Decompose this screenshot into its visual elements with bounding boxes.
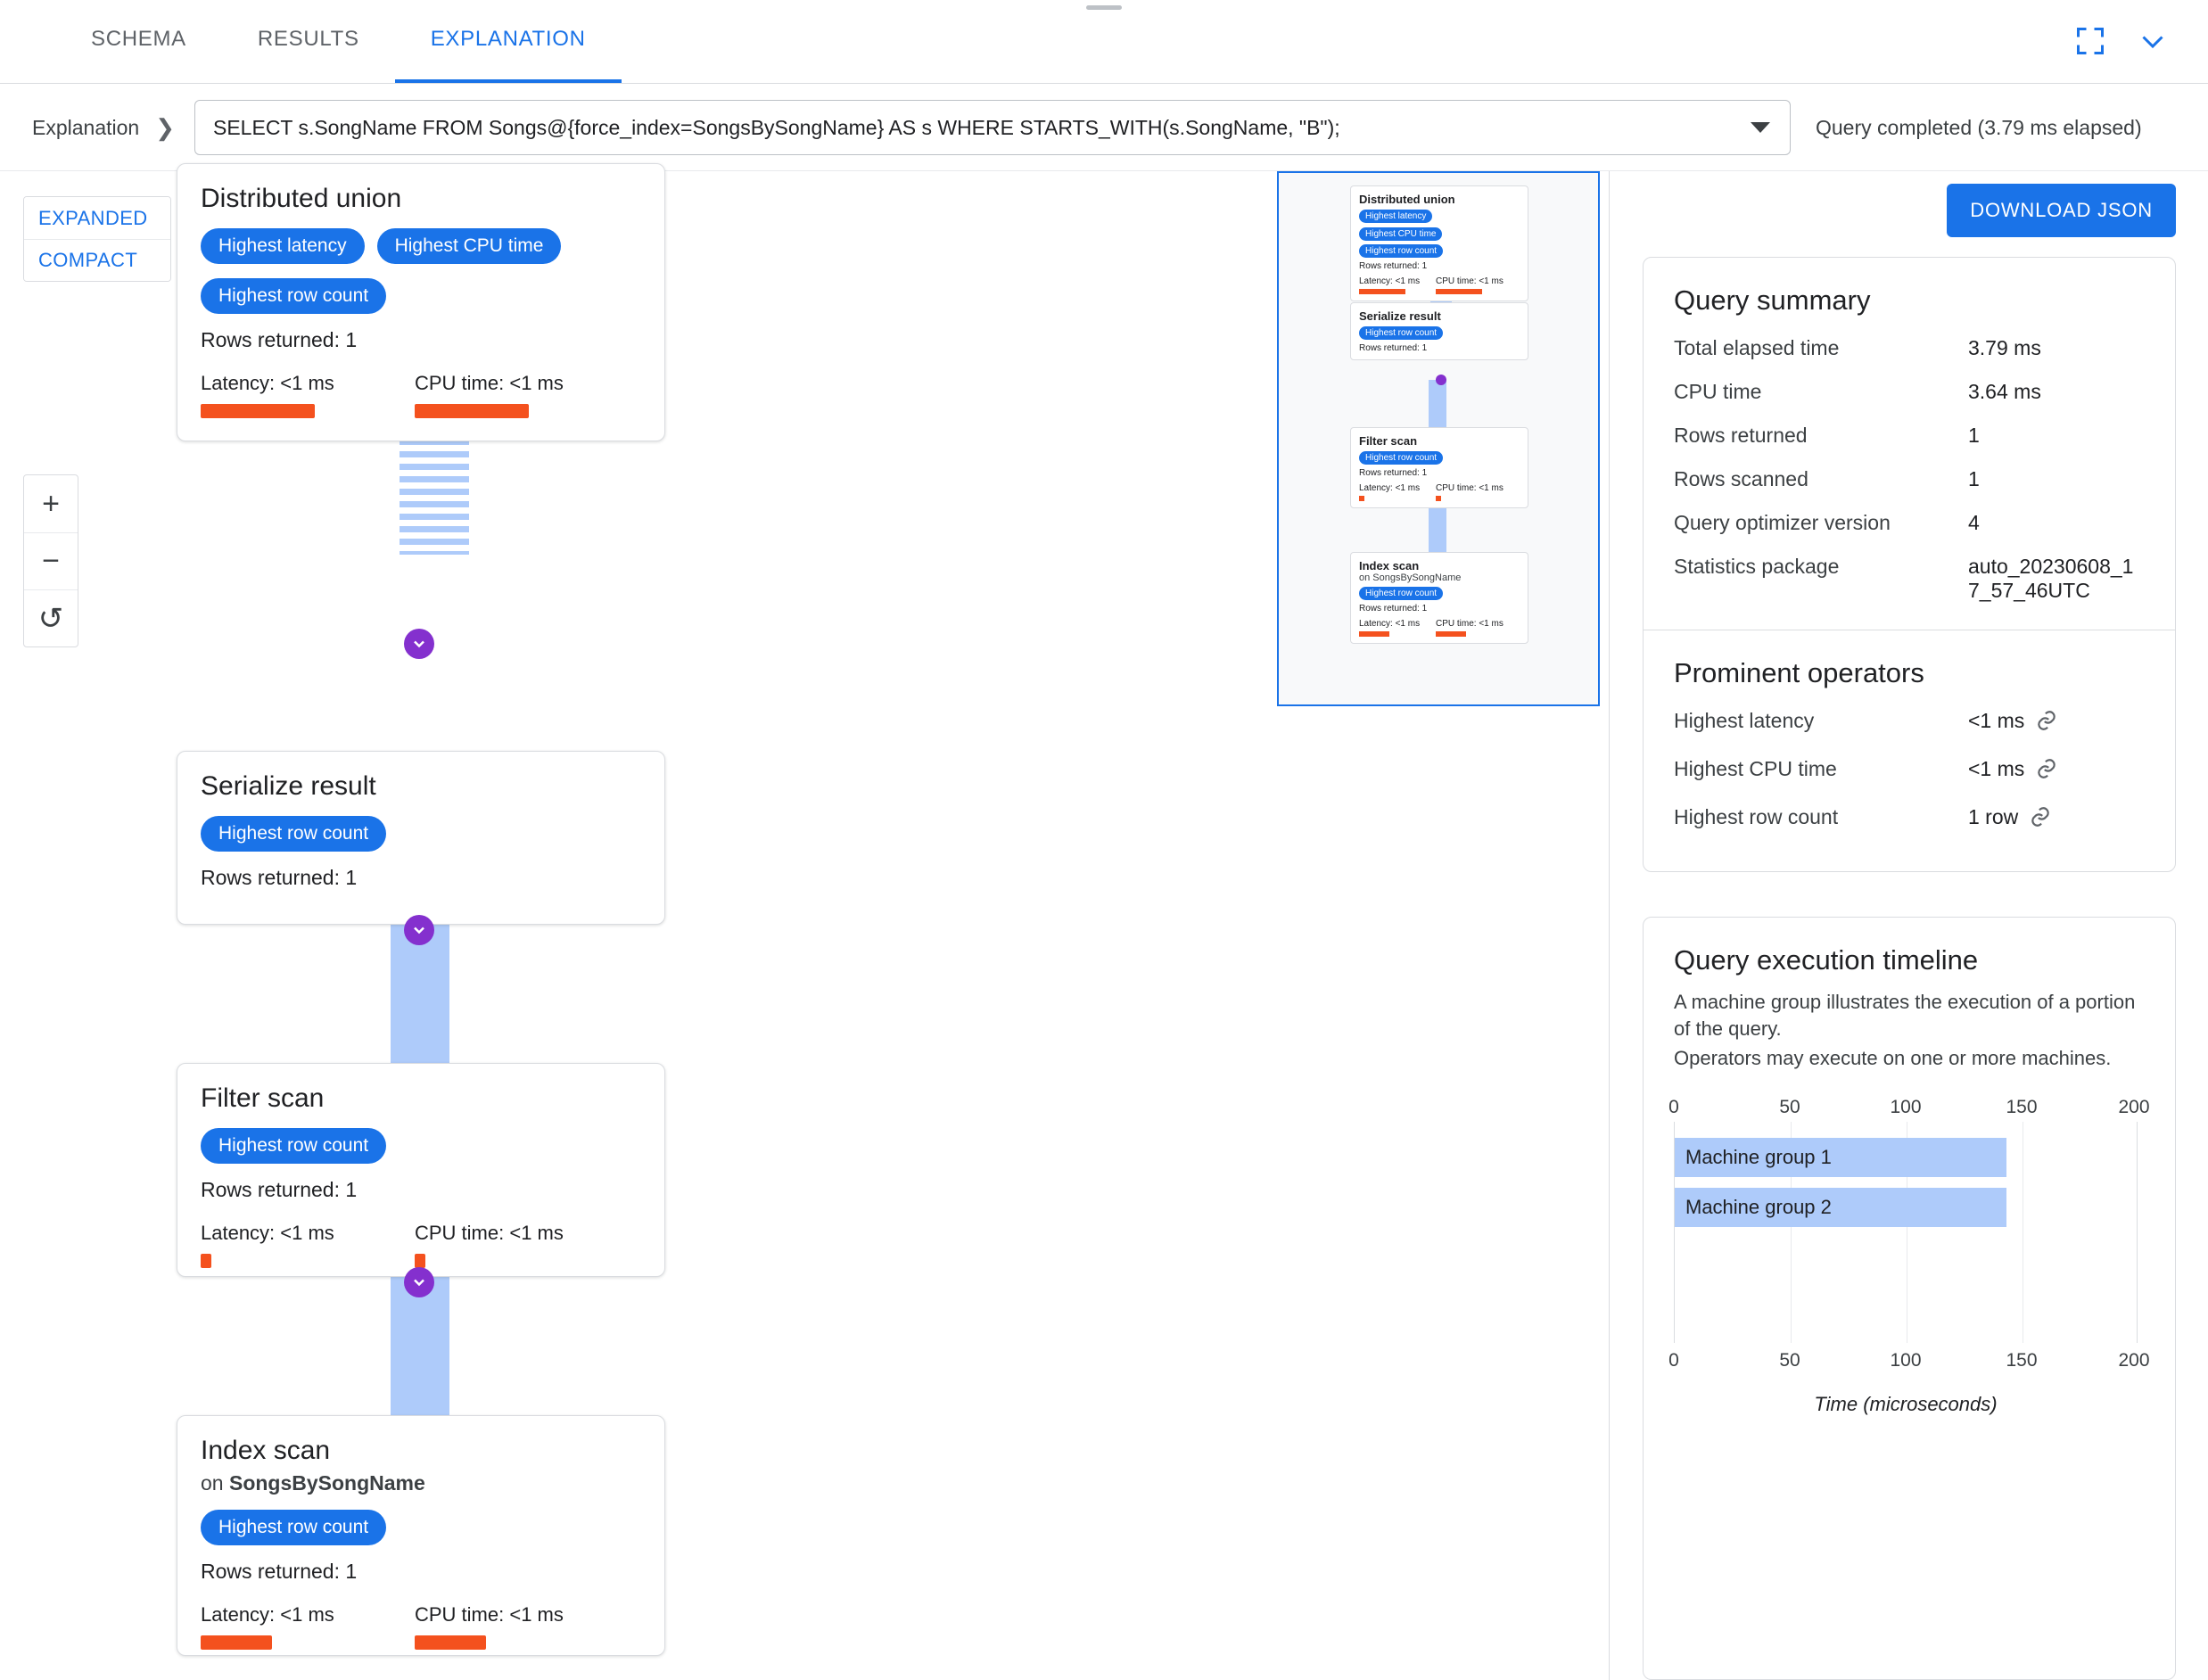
summary-key: Rows returned bbox=[1674, 424, 1808, 447]
summary-row-rows-returned bbox=[1674, 424, 2145, 448]
execution-graph-panel bbox=[0, 171, 1610, 1680]
minimap-node-title: Distributed union bbox=[1359, 193, 1455, 206]
timeline-section bbox=[1644, 918, 2175, 1416]
zoom-controls bbox=[23, 474, 78, 647]
graph-node-index-scan[interactable] bbox=[177, 1415, 665, 1656]
edge-distributed-union-to-serialize bbox=[400, 439, 469, 555]
node-title: Filter scan bbox=[201, 1083, 325, 1113]
node-metrics bbox=[201, 372, 641, 418]
operator-key: Highest CPU time bbox=[1674, 757, 1837, 780]
minimap-metric-latency-bar bbox=[1359, 289, 1405, 294]
minimap-node-rows: Rows returned: 1 bbox=[1359, 468, 1428, 478]
breadcrumb-label: Explanation bbox=[32, 115, 140, 139]
graph-minimap[interactable] bbox=[1277, 171, 1600, 706]
edge-serialize-to-filter-scan bbox=[391, 925, 449, 1085]
minimap-node-subtitle-value: SongsBySongName bbox=[1372, 572, 1462, 583]
chip-highest-row-count[interactable]: Highest row count bbox=[201, 1128, 386, 1164]
minimap-node-filter-scan bbox=[1350, 427, 1528, 508]
zoom-out-glyph: − bbox=[42, 544, 60, 578]
query-text: SELECT s.SongName FROM Songs@{force_index=SongsBySongName} AS s WHERE STARTS_WITH(s.SongName, "B"); bbox=[213, 115, 1340, 139]
reset-zoom-icon[interactable] bbox=[24, 589, 78, 646]
node-subtitle bbox=[201, 1471, 641, 1495]
minimap-metric-latency-label: Latency: <1 ms bbox=[1359, 619, 1421, 629]
details-panel bbox=[1611, 171, 2208, 1680]
minimap-metric-latency bbox=[1359, 276, 1436, 294]
minimap-metric-cpu-label: CPU time: <1 ms bbox=[1436, 483, 1504, 493]
minimap-node-metrics bbox=[1359, 483, 1520, 501]
tab-schema-label: SCHEMA bbox=[91, 27, 186, 51]
summary-value: 1 bbox=[1968, 424, 1980, 447]
tab-results[interactable] bbox=[222, 0, 395, 83]
node-metric-cpu-label: CPU time: <1 ms bbox=[415, 1222, 564, 1244]
minimap-node-serialize-result bbox=[1350, 302, 1528, 360]
node-chips-row2 bbox=[201, 278, 641, 314]
operator-value: <1 ms bbox=[1968, 757, 2025, 780]
node-chips bbox=[201, 1128, 641, 1164]
node-metric-cpu-bar bbox=[415, 404, 529, 418]
bar-label: Machine group 2 bbox=[1685, 1196, 1832, 1219]
timeline-description-2: Operators may execute on one or more machines. bbox=[1674, 1047, 2112, 1070]
tab-schema[interactable] bbox=[55, 0, 222, 83]
edge-filter-scan-to-index-scan bbox=[391, 1277, 449, 1437]
minimap-node-title: Index scan bbox=[1359, 559, 1420, 572]
minimap-edge-3 bbox=[1429, 503, 1446, 553]
minimap-metric-latency bbox=[1359, 483, 1436, 501]
node-metric-latency-bar bbox=[201, 1635, 272, 1650]
node-chips bbox=[201, 228, 641, 264]
node-metric-latency-label: Latency: <1 ms bbox=[201, 372, 334, 394]
operator-row-highest-cpu-time bbox=[1674, 757, 2145, 786]
xtick-bottom-150: 150 bbox=[2006, 1350, 2038, 1371]
xtick-top-100: 100 bbox=[1890, 1097, 1922, 1118]
summary-key: Total elapsed time bbox=[1674, 336, 1840, 359]
summary-row-statistics-package bbox=[1674, 555, 2145, 603]
breadcrumb bbox=[32, 114, 175, 142]
graph-node-filter-scan[interactable] bbox=[177, 1063, 665, 1277]
summary-key: CPU time bbox=[1674, 380, 1762, 403]
chart-x-axis-title: Time (microseconds) bbox=[1814, 1393, 1998, 1416]
node-chips bbox=[201, 1510, 641, 1545]
minimap-chip-cpu: Highest CPU time bbox=[1359, 227, 1442, 241]
node-metric-latency bbox=[201, 372, 415, 418]
link-icon[interactable] bbox=[2035, 709, 2058, 737]
edge-collapse-icon-1[interactable] bbox=[404, 629, 434, 659]
summary-value: auto_20230608_17_57_46UTC bbox=[1968, 555, 2134, 602]
summary-row-total-elapsed bbox=[1674, 336, 2145, 360]
xtick-top-50: 50 bbox=[1779, 1097, 1800, 1118]
minimap-metric-latency bbox=[1359, 619, 1436, 637]
minimap-node-chips bbox=[1359, 210, 1520, 241]
chip-highest-latency[interactable]: Highest latency bbox=[201, 228, 365, 264]
timeline-chart bbox=[1668, 1097, 2150, 1416]
minimap-metric-latency-label: Latency: <1 ms bbox=[1359, 483, 1421, 493]
minimap-node-subtitle bbox=[1359, 572, 1520, 583]
view-mode-expanded-label: EXPANDED bbox=[38, 206, 148, 229]
xtick-bottom-0: 0 bbox=[1668, 1350, 1679, 1371]
chevron-down-icon[interactable] bbox=[2133, 21, 2172, 61]
timeline-title: Query execution timeline bbox=[1674, 944, 1979, 976]
operator-row-highest-latency bbox=[1674, 709, 2145, 737]
node-chips bbox=[201, 816, 641, 852]
summary-row-cpu-time bbox=[1674, 380, 2145, 404]
xtick-top-0: 0 bbox=[1668, 1097, 1679, 1118]
chart-bar-row-2 bbox=[1675, 1188, 2006, 1227]
summary-row-rows-scanned bbox=[1674, 467, 2145, 491]
operator-key: Highest row count bbox=[1674, 805, 1839, 828]
xtick-bottom-50: 50 bbox=[1779, 1350, 1800, 1371]
query-summary-title: Query summary bbox=[1674, 284, 1871, 316]
node-metric-latency bbox=[201, 1603, 415, 1650]
minimap-node-distributed-union bbox=[1350, 185, 1528, 301]
chart-plot-area bbox=[1674, 1122, 2138, 1343]
summary-value: 1 bbox=[1968, 467, 1980, 490]
node-metric-cpu-label: CPU time: <1 ms bbox=[415, 372, 564, 394]
node-metrics bbox=[201, 1222, 641, 1268]
summary-key: Query optimizer version bbox=[1674, 511, 1891, 534]
chart-xaxis-top bbox=[1668, 1097, 2150, 1120]
tab-results-label: RESULTS bbox=[257, 27, 359, 51]
minimap-node-chips bbox=[1359, 451, 1520, 465]
minimap-node-metrics bbox=[1359, 619, 1520, 637]
operator-row-highest-row-count bbox=[1674, 805, 2145, 834]
link-icon[interactable] bbox=[2029, 805, 2052, 834]
minimap-edge-dot-2 bbox=[1436, 375, 1446, 385]
summary-row-optimizer-version bbox=[1674, 511, 2145, 535]
node-rows-returned: Rows returned: 1 bbox=[201, 866, 358, 889]
chevron-down-icon[interactable] bbox=[1751, 122, 1770, 133]
minimap-node-chips-row2 bbox=[1359, 244, 1520, 258]
chip-highest-row-count[interactable]: Highest row count bbox=[201, 816, 386, 852]
chip-highest-row-count[interactable]: Highest row count bbox=[201, 1510, 386, 1545]
node-title: Distributed union bbox=[201, 184, 402, 213]
node-metric-cpu bbox=[415, 1603, 629, 1650]
download-json-button[interactable]: DOWNLOAD JSON bbox=[1947, 184, 2176, 237]
minimap-node-title: Filter scan bbox=[1359, 434, 1418, 448]
summary-key: Statistics package bbox=[1674, 555, 1840, 578]
edge-collapse-icon-3[interactable] bbox=[404, 1267, 434, 1297]
chip-highest-cpu-time[interactable]: Highest CPU time bbox=[377, 228, 562, 264]
node-metric-cpu bbox=[415, 372, 629, 418]
summary-key: Rows scanned bbox=[1674, 467, 1808, 490]
minimap-metric-cpu-bar bbox=[1436, 289, 1482, 294]
minimap-node-metrics bbox=[1359, 276, 1520, 294]
view-mode-compact[interactable] bbox=[24, 239, 170, 281]
node-subtitle-value: SongsBySongName bbox=[228, 1471, 425, 1495]
node-metric-latency-bar bbox=[201, 1254, 211, 1268]
query-summary-section bbox=[1644, 258, 2175, 630]
query-select[interactable] bbox=[194, 100, 1791, 155]
node-metrics bbox=[201, 1603, 641, 1650]
chart-xaxis-bottom bbox=[1668, 1350, 2150, 1373]
bar-machine-group-1[interactable] bbox=[1675, 1138, 2006, 1177]
node-metric-cpu-bar bbox=[415, 1635, 486, 1650]
node-rows-returned: Rows returned: 1 bbox=[201, 1560, 358, 1583]
node-metric-cpu bbox=[415, 1222, 629, 1268]
minimap-metric-cpu-bar bbox=[1436, 631, 1466, 637]
minimap-metric-latency-bar bbox=[1359, 631, 1389, 637]
tab-bar bbox=[0, 0, 2208, 84]
node-metric-cpu-label: CPU time: <1 ms bbox=[415, 1603, 564, 1626]
prominent-operators-section bbox=[1644, 630, 2175, 861]
view-mode-compact-label: COMPACT bbox=[38, 249, 138, 271]
operator-value: <1 ms bbox=[1968, 709, 2025, 732]
minimap-metric-latency-label: Latency: <1 ms bbox=[1359, 276, 1421, 286]
tab-bar-actions bbox=[2071, 0, 2208, 83]
query-execution-timeline-card bbox=[1643, 917, 2176, 1680]
summary-value: 3.79 ms bbox=[1968, 336, 2041, 359]
node-metric-cpu-bar bbox=[415, 1254, 425, 1268]
node-subtitle-prefix: on bbox=[201, 1471, 229, 1495]
reset-zoom-glyph: ↺ bbox=[37, 601, 64, 636]
minimap-node-index-scan bbox=[1350, 552, 1528, 644]
xtick-top-150: 150 bbox=[2006, 1097, 2038, 1118]
minimap-node-chips bbox=[1359, 587, 1520, 600]
view-mode-expanded[interactable] bbox=[24, 197, 170, 239]
minimap-chip-rows: Highest row count bbox=[1359, 326, 1443, 340]
edge-collapse-icon-2[interactable] bbox=[404, 915, 434, 945]
zoom-in-icon[interactable] bbox=[24, 475, 78, 532]
fullscreen-icon[interactable] bbox=[2071, 21, 2110, 61]
bar-label: Machine group 1 bbox=[1685, 1146, 1832, 1169]
timeline-description-1: A machine group illustrates the execution of a portion of the query. bbox=[1674, 991, 2136, 1040]
chevron-right-icon: ❯ bbox=[155, 113, 175, 141]
minimap-node-subtitle-prefix: on bbox=[1359, 572, 1373, 583]
tab-explanation[interactable] bbox=[395, 0, 622, 83]
minimap-node-rows: Rows returned: 1 bbox=[1359, 261, 1428, 271]
xtick-bottom-200: 200 bbox=[2118, 1350, 2150, 1371]
minimap-metric-cpu bbox=[1436, 276, 1512, 294]
summary-value: 4 bbox=[1968, 511, 1980, 534]
bar-machine-group-2[interactable] bbox=[1675, 1188, 2006, 1227]
summary-value: 3.64 ms bbox=[1968, 380, 2041, 403]
chip-highest-row-count[interactable]: Highest row count bbox=[201, 278, 386, 314]
minimap-metric-cpu-label: CPU time: <1 ms bbox=[1436, 276, 1504, 286]
node-metric-latency-label: Latency: <1 ms bbox=[201, 1603, 334, 1626]
minimap-metric-cpu bbox=[1436, 619, 1512, 637]
graph-node-distributed-union[interactable] bbox=[177, 163, 665, 441]
node-metric-latency-label: Latency: <1 ms bbox=[201, 1222, 334, 1244]
graph-node-serialize-result[interactable] bbox=[177, 751, 665, 925]
xtick-bottom-100: 100 bbox=[1890, 1350, 1922, 1371]
node-metric-latency bbox=[201, 1222, 415, 1268]
main-content bbox=[0, 171, 2208, 1680]
zoom-in-glyph: + bbox=[42, 486, 60, 521]
link-icon[interactable] bbox=[2035, 757, 2058, 786]
minimap-metric-cpu-label: CPU time: <1 ms bbox=[1436, 619, 1504, 629]
minimap-chip-rows: Highest row count bbox=[1359, 451, 1443, 465]
minimap-chip-rows: Highest row count bbox=[1359, 244, 1443, 258]
tab-explanation-label: EXPLANATION bbox=[430, 27, 586, 51]
node-title: Serialize result bbox=[201, 771, 376, 801]
minimap-metric-latency-bar bbox=[1359, 496, 1364, 501]
minimap-chip-latency: Highest latency bbox=[1359, 210, 1432, 223]
query-summary-card bbox=[1643, 257, 2176, 872]
zoom-out-icon[interactable] bbox=[24, 532, 78, 589]
tab-list bbox=[0, 0, 622, 83]
minimap-metric-cpu-bar bbox=[1436, 496, 1441, 501]
operator-key: Highest latency bbox=[1674, 709, 1815, 732]
minimap-chip-rows: Highest row count bbox=[1359, 587, 1443, 600]
minimap-metric-cpu bbox=[1436, 483, 1512, 501]
minimap-node-rows: Rows returned: 1 bbox=[1359, 604, 1428, 614]
minimap-node-title: Serialize result bbox=[1359, 309, 1441, 323]
minimap-node-chips bbox=[1359, 326, 1520, 340]
query-status: Query completed (3.79 ms elapsed) bbox=[1816, 115, 2142, 139]
minimap-edge-2 bbox=[1429, 380, 1446, 430]
chart-bar-row-1 bbox=[1675, 1138, 2006, 1177]
prominent-operators-title: Prominent operators bbox=[1674, 657, 1924, 688]
node-rows-returned: Rows returned: 1 bbox=[201, 328, 358, 351]
node-title: Index scan bbox=[201, 1436, 331, 1465]
query-bar bbox=[0, 85, 2208, 171]
minimap-node-rows: Rows returned: 1 bbox=[1359, 343, 1428, 353]
view-mode-toggle bbox=[23, 196, 171, 282]
node-rows-returned: Rows returned: 1 bbox=[201, 1178, 358, 1201]
node-metric-latency-bar bbox=[201, 404, 315, 418]
operator-value: 1 row bbox=[1968, 805, 2019, 828]
xtick-top-200: 200 bbox=[2118, 1097, 2150, 1118]
